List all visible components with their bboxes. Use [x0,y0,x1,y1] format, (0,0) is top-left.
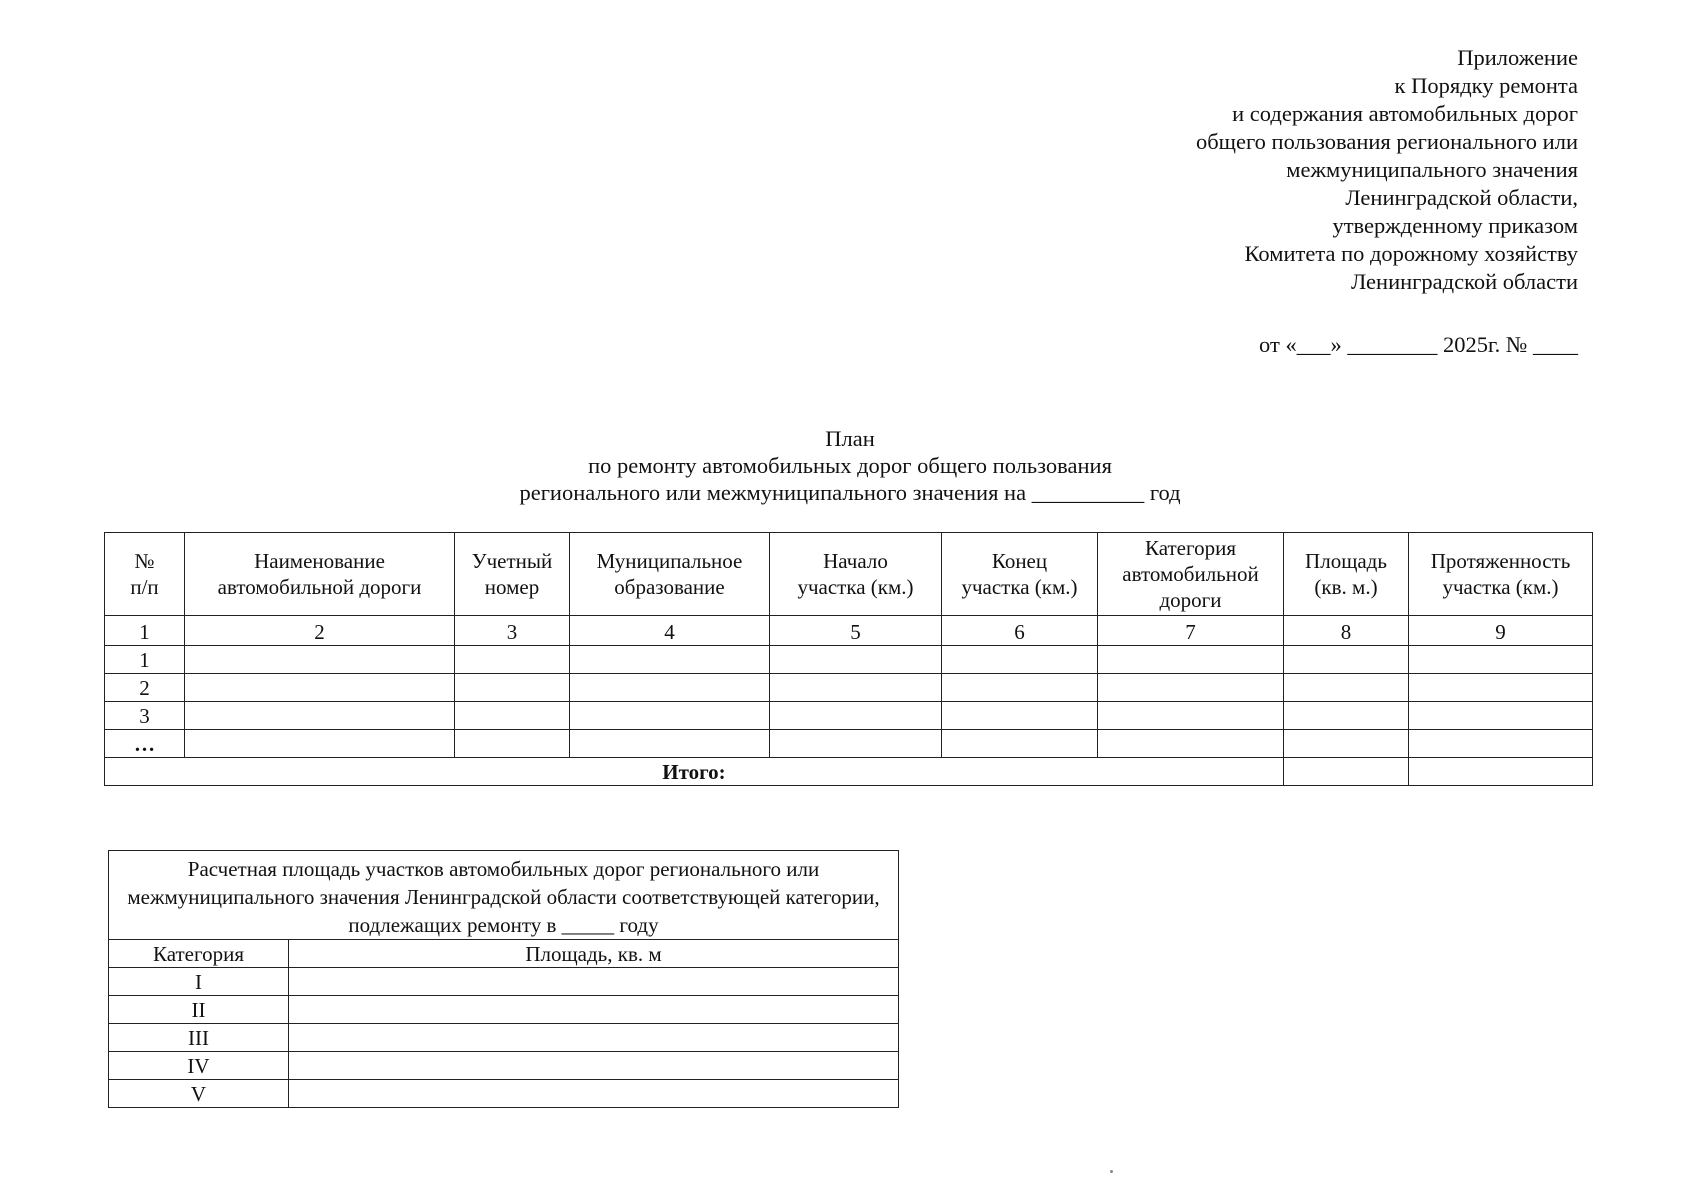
header-cell: № п/п [105,533,185,616]
table-cell[interactable] [455,646,570,674]
category-label: III [109,1024,289,1052]
table-row [105,674,1593,702]
header-cell: Наименование автомобильной дороги [185,533,455,616]
plan-title-line: План [825,426,875,451]
category-label: IV [109,1052,289,1080]
table-cell[interactable] [570,730,770,758]
column-number: 3 [455,616,570,646]
area-table-header-row [109,940,899,968]
area-value-cell[interactable] [289,1052,899,1080]
table-cell[interactable] [570,674,770,702]
table-cell[interactable] [1098,674,1284,702]
approval-line: к Порядку ремонта [1394,73,1578,98]
column-number-row [105,616,1593,646]
table-cell[interactable] [1284,730,1409,758]
approval-date: от «___» ________ 2025г. № ____ [1259,332,1578,357]
area-value-cell[interactable] [289,968,899,996]
table-cell[interactable] [770,646,942,674]
area-col-category: Категория [109,940,289,968]
table-cell[interactable] [942,646,1098,674]
table-cell[interactable] [1284,646,1409,674]
plan-title-line: по ремонту автомобильных дорог общего пользования [588,453,1112,478]
table-row [109,968,899,996]
repair-plan-table [104,532,1593,786]
table-cell[interactable] [1098,702,1284,730]
approval-line: утвержденному приказом [1332,213,1578,238]
table-cell[interactable] [1284,702,1409,730]
table-cell[interactable] [1409,730,1593,758]
table-cell[interactable] [942,730,1098,758]
table-row [105,702,1593,730]
area-value-cell[interactable] [289,1024,899,1052]
scan-speck [1110,1170,1113,1173]
area-table-title: Расчетная площадь участков автомобильных дорог регионального или межмуниципального значения Ленинградской области соответствующей категории, подлежащих ремонту в _____ году [109,851,899,940]
total-row [105,758,1593,786]
area-col-area: Площадь, кв. м [289,940,899,968]
header-cell: Начало участка (км.) [770,533,942,616]
category-label: V [109,1080,289,1108]
column-number: 5 [770,616,942,646]
column-number: 1 [105,616,185,646]
total-area-cell[interactable] [1284,758,1409,786]
table-cell[interactable] [455,702,570,730]
header-cell: Учетный номер [455,533,570,616]
header-row [105,533,1593,616]
table-cell[interactable] [185,730,455,758]
category-area-table [108,850,899,1108]
table-cell[interactable] [1409,702,1593,730]
table-cell[interactable] [185,674,455,702]
table-cell[interactable] [770,702,942,730]
column-number: 9 [1409,616,1593,646]
table-cell[interactable] [1098,730,1284,758]
table-row [109,996,899,1024]
approval-line: и содержания автомобильных дорог [1232,101,1578,126]
header-cell: Протяженность участка (км.) [1409,533,1593,616]
approval-line: Комитета по дорожному хозяйству [1244,241,1578,266]
row-index: 2 [105,674,185,702]
table-cell[interactable] [770,730,942,758]
area-table-title-row [109,851,899,940]
total-length-cell[interactable] [1409,758,1593,786]
table-cell[interactable] [1409,674,1593,702]
table-cell[interactable] [185,702,455,730]
area-value-cell[interactable] [289,996,899,1024]
approval-line: межмуниципального значения [1286,157,1578,182]
area-value-cell[interactable] [289,1080,899,1108]
table-row [109,1052,899,1080]
table-cell[interactable] [570,702,770,730]
header-cell: Категория автомобильной дороги [1098,533,1284,616]
row-index: 1 [105,646,185,674]
table-row [109,1024,899,1052]
table-cell[interactable] [942,702,1098,730]
plan-title-line: регионального или межмуниципального значения на __________ год [519,480,1181,505]
row-index: … [105,730,185,758]
table-row [105,646,1593,674]
approval-line: Приложение [1457,45,1578,70]
table-cell[interactable] [1409,646,1593,674]
header-cell: Муниципальное образование [570,533,770,616]
total-label: Итого: [105,758,1284,786]
column-number: 7 [1098,616,1284,646]
table-cell[interactable] [570,646,770,674]
column-number: 6 [942,616,1098,646]
table-cell[interactable] [770,674,942,702]
table-cell[interactable] [455,730,570,758]
header-cell: Конец участка (км.) [942,533,1098,616]
column-number: 4 [570,616,770,646]
column-number: 8 [1284,616,1409,646]
approval-line: Ленинградской области [1350,269,1578,294]
approval-line: Ленинградской области, [1345,185,1578,210]
table-cell[interactable] [1284,674,1409,702]
approval-line: общего пользования регионального или [1195,129,1578,154]
table-cell[interactable] [455,674,570,702]
row-index: 3 [105,702,185,730]
table-row [109,1080,899,1108]
header-cell: Площадь (кв. м.) [1284,533,1409,616]
category-label: I [109,968,289,996]
table-cell[interactable] [185,646,455,674]
approval-block [938,44,1578,359]
plan-title [350,425,1350,506]
column-number: 2 [185,616,455,646]
table-row [105,730,1593,758]
table-cell[interactable] [1098,646,1284,674]
table-cell[interactable] [942,674,1098,702]
category-label: II [109,996,289,1024]
